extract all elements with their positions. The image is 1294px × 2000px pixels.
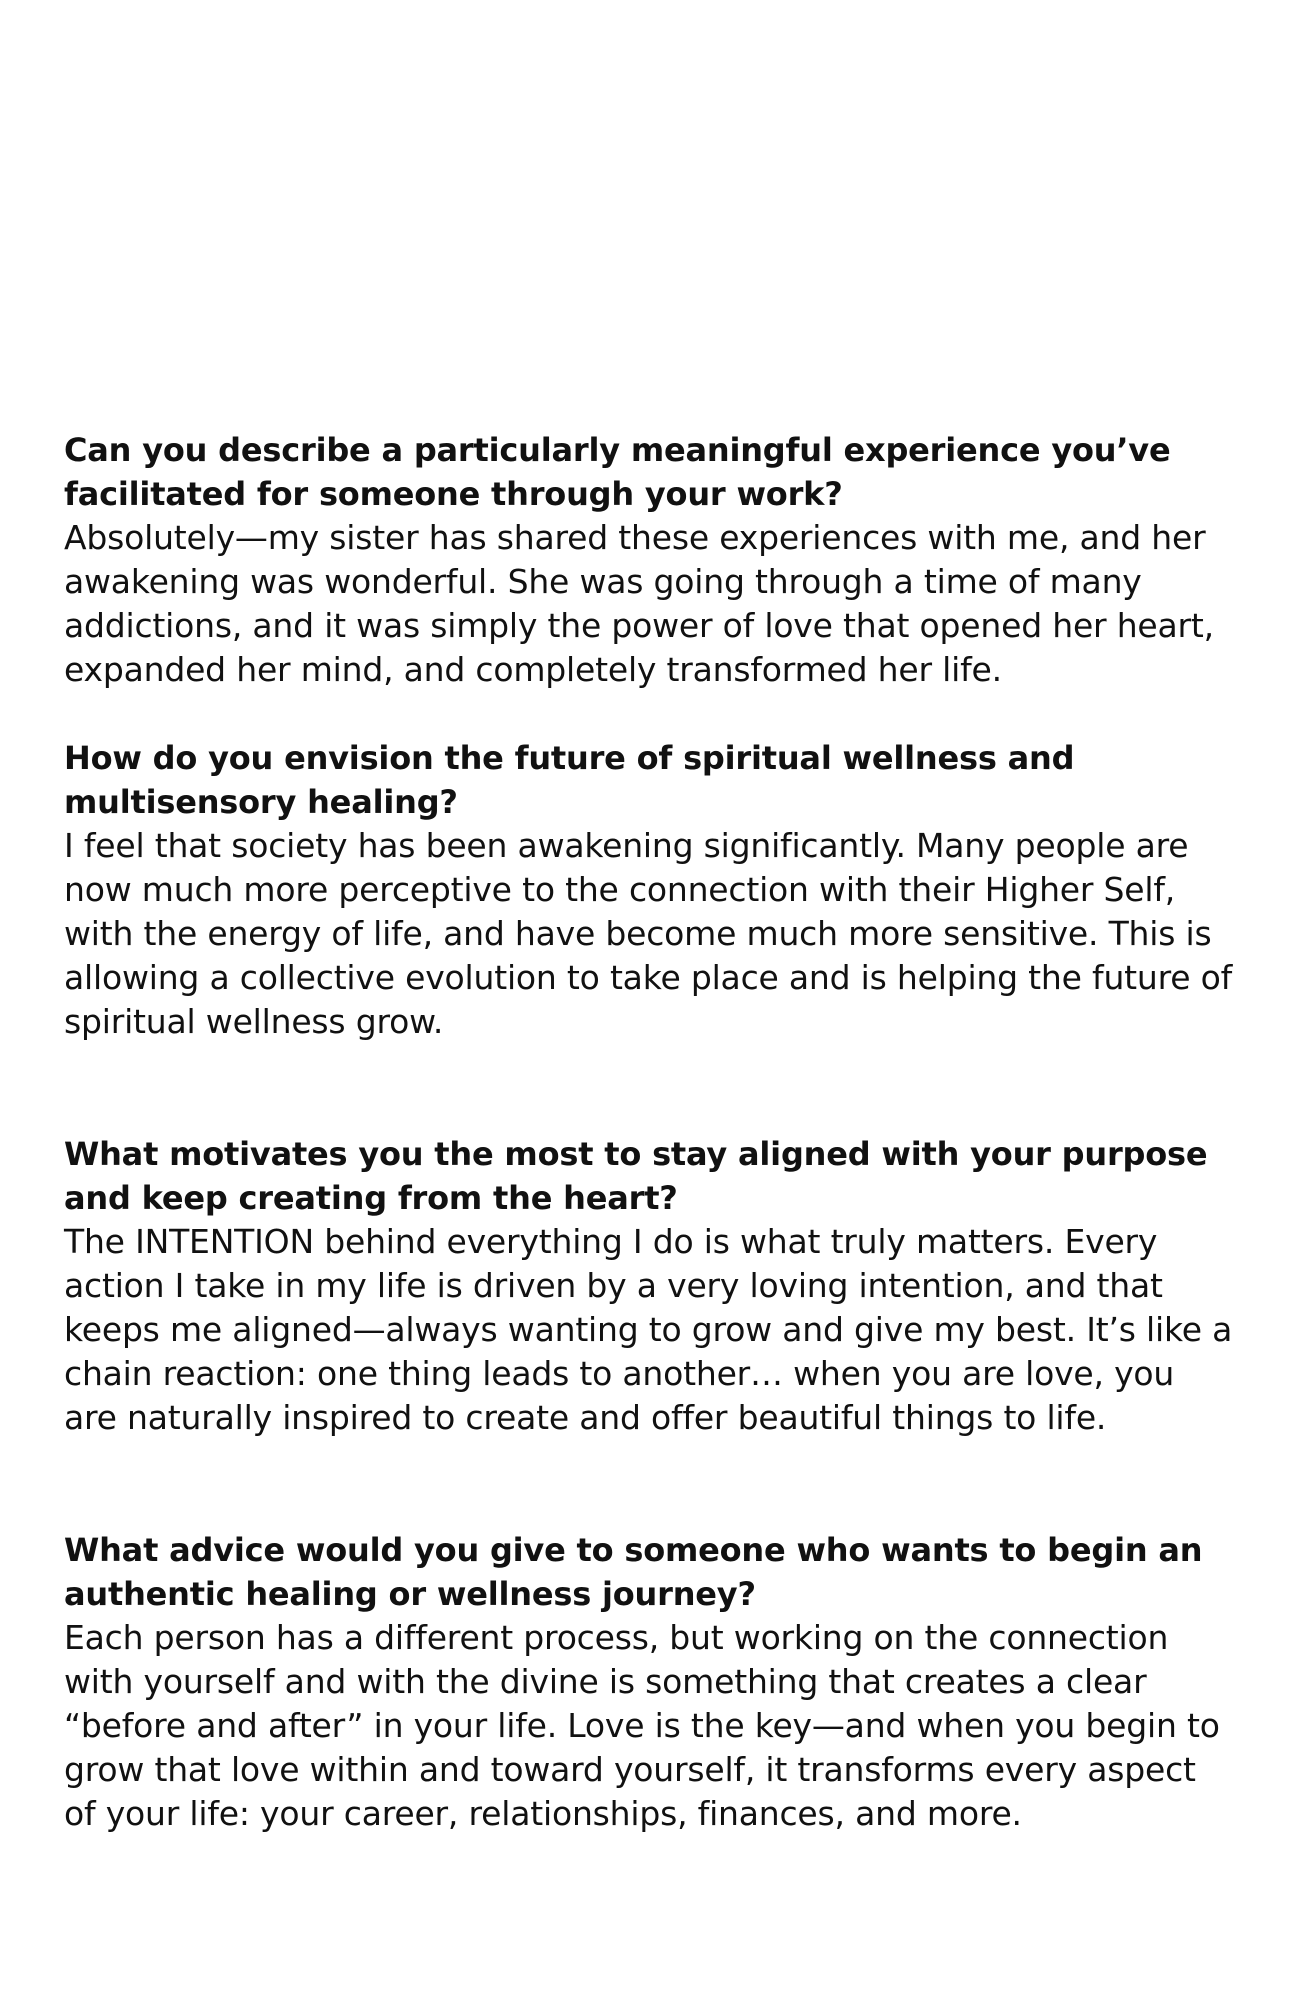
question-4: What advice would you give to someone who wants to begin an authentic healing or wellness journey? bbox=[64, 1531, 1203, 1613]
qa-block-3 bbox=[64, 1132, 1234, 1440]
question-2: How do you envision the future of spiritual wellness and multisensory healing? bbox=[64, 739, 1075, 821]
question-1: Can you describe a particularly meaningful experience you’ve facilitated for someone through your work? bbox=[64, 431, 1171, 513]
qa-block-2 bbox=[64, 736, 1234, 1044]
qa-block-1 bbox=[64, 428, 1234, 692]
answer-2: I feel that society has been awakening significantly. Many people are now much more perceptive to the connection with their Higher Self, with the energy of life, and have become much more sensitive. This is allowing a collective evolution to take place and is helping the future of spiritual wellness grow. bbox=[64, 826, 1233, 1041]
answer-4: Each person has a different process, but working on the connection with yourself and with the divine is something that creates a clear “before and after” in your life. Love is the key—and when you begin to grow that love within and toward yourself, it transforms every aspect of your life: your career, relationships, finances, and more. bbox=[64, 1618, 1220, 1833]
interview-document bbox=[64, 428, 1234, 1836]
qa-block-4 bbox=[64, 1528, 1234, 1836]
answer-3: The INTENTION behind everything I do is what truly matters. Every action I take in my life is driven by a very loving intention, and that keeps me aligned—always wanting to grow and give my best. It’s like a chain reaction: one thing leads to another… when you are love, you are naturally inspired to create and offer beautiful things to life. bbox=[64, 1222, 1233, 1437]
question-3: What motivates you the most to stay aligned with your purpose and keep creating from the heart? bbox=[64, 1135, 1208, 1217]
answer-1: Absolutely—my sister has shared these experiences with me, and her awakening was wonderful. She was going through a time of many addictions, and it was simply the power of love that opened her heart, expanded her mind, and completely transformed her life. bbox=[64, 518, 1214, 689]
